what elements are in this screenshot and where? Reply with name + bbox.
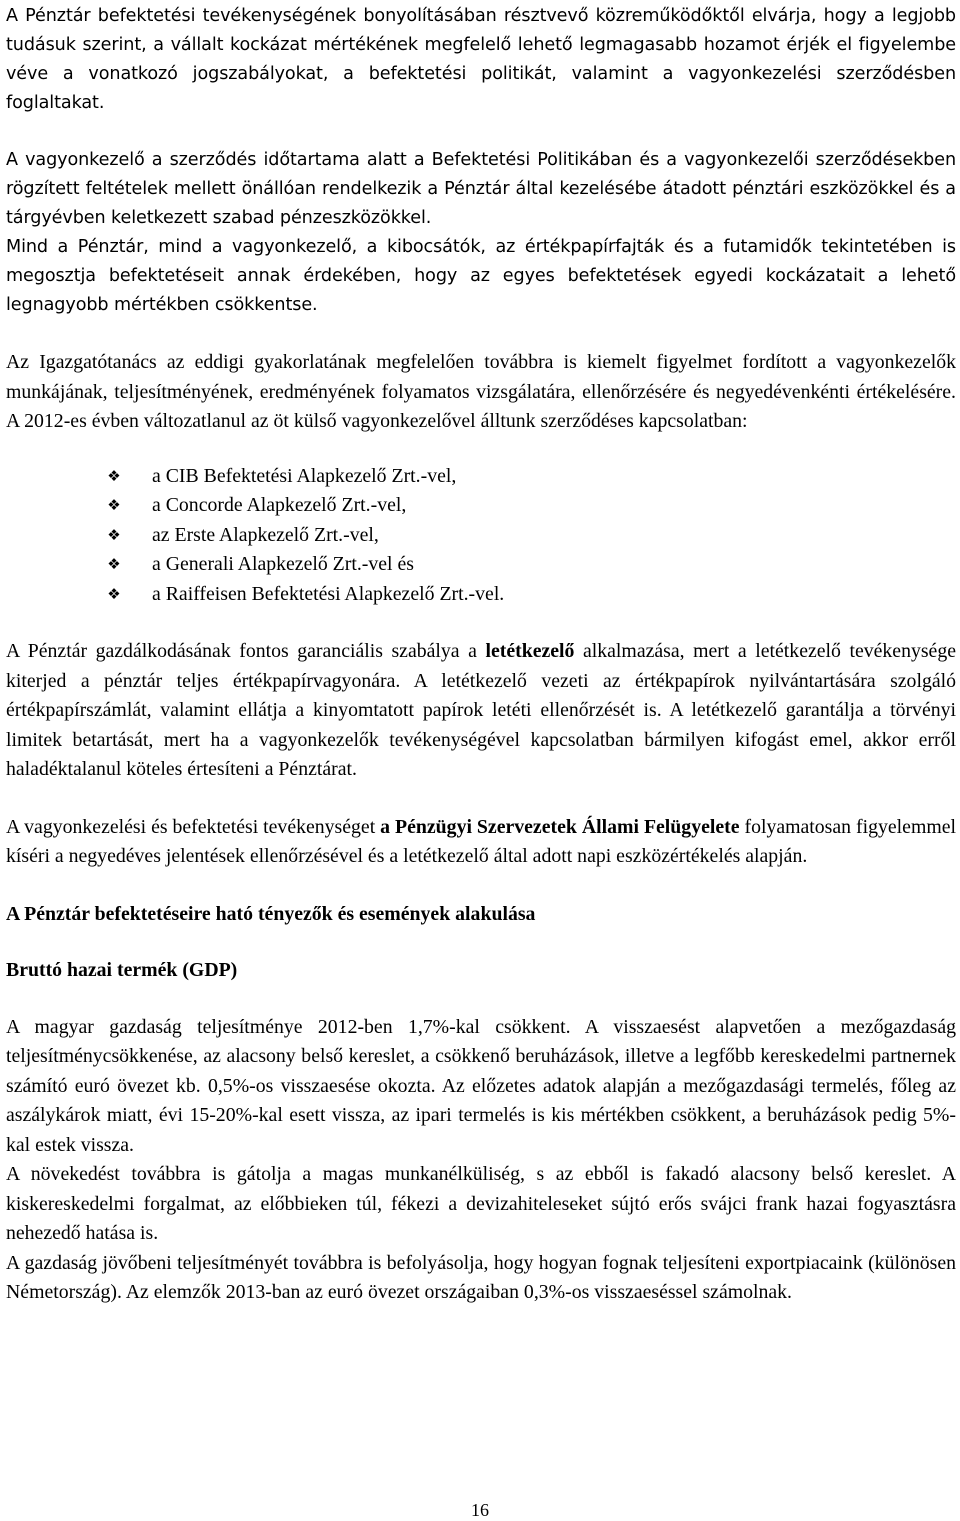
- list-item-text: a Generali Alapkezelő Zrt.-vel és: [152, 553, 414, 576]
- page-number: 16: [471, 1500, 489, 1520]
- board-paragraph: Az Igazgatótanács az eddigi gyakorlatának megfelelően továbbra is kiemelt figyelmet fordított a vagyonkezelők munkájának, teljesítményének, eredményének folyamatos vizsgálatára, ellenőrzésére és negyedévenkénti értékelésére. A 2012-es évben változatlanul az öt külső vagyonkezelővel álltunk szerződéses kapcsolatban:: [6, 351, 956, 432]
- diamond-bullet-icon: ❖: [107, 525, 121, 544]
- supervision-text-after: folyamatosan figyelemmel kíséri a negyedéves jelentések ellenőrzésével és a letétkezelő által adott napi eszközértékelés alapján.: [6, 815, 956, 867]
- manager-paragraph: A vagyonkezelő a szerződés időtartama alatt a Befektetési Politikában és a vagyonkezelői szerződésekben rögzített feltételek mellett önállóan rendelkezik a Pénztár által kezelésébe átadott pénztári eszközökkel és a tárgyévben keletkezett szabad pénzeszközökkel.: [6, 150, 956, 228]
- diamond-bullet-icon: ❖: [107, 555, 121, 574]
- diamond-bullet-icon: ❖: [107, 466, 121, 485]
- supervision-text-before: A vagyonkezelési és befektetési tevékenységet: [6, 815, 381, 838]
- gdp-paragraph-1: A magyar gazdaság teljesítménye 2012-ben 1,7%-kal csökkent. A visszaesést alapvetően a mezőgazdaság teljesítménycsökkenése, az alacsony belső kereslet, a csökkenő beruházások, illetve a legfőbb kereskedelmi partnernek számító euró övezet kb. 0,5%-os visszaesése okozta. Az előzetes adatok alapján a mezőgazdasági termelés, főleg az aszálykárok miatt, évi 15-20%-kal esett vissza, az ipari termelés is kis mértékben csökkent, a beruházások pedig 5%-kal estek vissza.: [6, 1015, 956, 1156]
- custodian-bold-term: letétkezelő: [485, 640, 575, 662]
- supervision-paragraph: [6, 813, 956, 872]
- intro-paragraph: A Pénztár befektetési tevékenységének bonyolításában résztvevő közreműködőktől elvárja, hogy a legjobb tudásuk szerint, a vállalt kockázat mértékének megfelelő lehető legmagasabb hozamot érjék el figyelembe véve a vonatkozó jogszabályokat, a befektetési politikát, valamint a vagyonkezelési szerződésben foglaltakat.: [6, 6, 956, 113]
- custodian-paragraph: [6, 637, 956, 785]
- list-item: [6, 521, 956, 551]
- document-page: [6, 0, 956, 1308]
- list-item: [6, 491, 956, 521]
- gdp-paragraph-2: A növekedést továbbra is gátolja a magas munkanélküliség, s az ebből is fakadó alacsony belső kereslet. A kiskereskedelmi forgalmat, az előbbieken túl, fékezi a devizahiteleseket sújtó erős svájci frank hazai fogyasztásra nehezedő hatása is.: [6, 1163, 956, 1244]
- asset-manager-list: [6, 462, 956, 610]
- diamond-bullet-icon: ❖: [107, 584, 121, 603]
- diversification-paragraph: Mind a Pénztár, mind a vagyonkezelő, a kibocsátók, az értékpapírfajták és a futamidők tekintetében is megosztja befektetéseit annak érdekében, hogy az egyes befektetések egyedi kockázatait a lehető legnagyobb mértékben csökkentse.: [6, 237, 956, 315]
- custodian-text-after: alkalmazása, mert a letétkezelő tevékenysége kiterjed a pénztár teljes értékpapírvagyonára. A letétkezelő vezeti az értékpapírok nyilvántartására szolgáló értékpapírszámlát, valamint ellátja a kinyomtatott papírok letéti ellenőrzését is. A letétkezelő garantálja a törvényi limitek betartását, mert ha a vagyonkezelők tevékenységével kapcsolatban bármilyen kifogást emel, akkor erről haladéktalanul köteles értesíteni a Pénztárat.: [6, 640, 957, 780]
- list-item-text: a Raiffeisen Befektetési Alapkezelő Zrt.-vel.: [152, 582, 505, 605]
- list-item-text: az Erste Alapkezelő Zrt.-vel,: [152, 523, 379, 546]
- list-item-text: a Concorde Alapkezelő Zrt.-vel,: [152, 494, 407, 517]
- list-item-text: a CIB Befektetési Alapkezelő Zrt.-vel,: [152, 464, 457, 487]
- list-item: [6, 462, 956, 492]
- diamond-bullet-icon: ❖: [107, 496, 121, 515]
- custodian-text-before: A Pénztár gazdálkodásának fontos garanciális szabálya a: [6, 640, 486, 662]
- section-heading: A Pénztár befektetéseire ható tényezők és események alakulása: [6, 902, 536, 925]
- supervision-bold-term: a Pénzügyi Szervezetek Állami Felügyelete: [380, 815, 740, 838]
- gdp-paragraph-3: A gazdaság jövőbeni teljesítményét továbbra is befolyásolja, hogy hogyan fognak teljesíteni exportpiacaink (különösen Németország). Az elemzők 2013-ban az euró övezet országaiban 0,3%-os visszaeséssel számolnak.: [6, 1251, 956, 1303]
- list-item: [6, 580, 956, 610]
- subsection-heading: Bruttó hazai termék (GDP): [6, 959, 238, 981]
- list-item: [6, 550, 956, 580]
